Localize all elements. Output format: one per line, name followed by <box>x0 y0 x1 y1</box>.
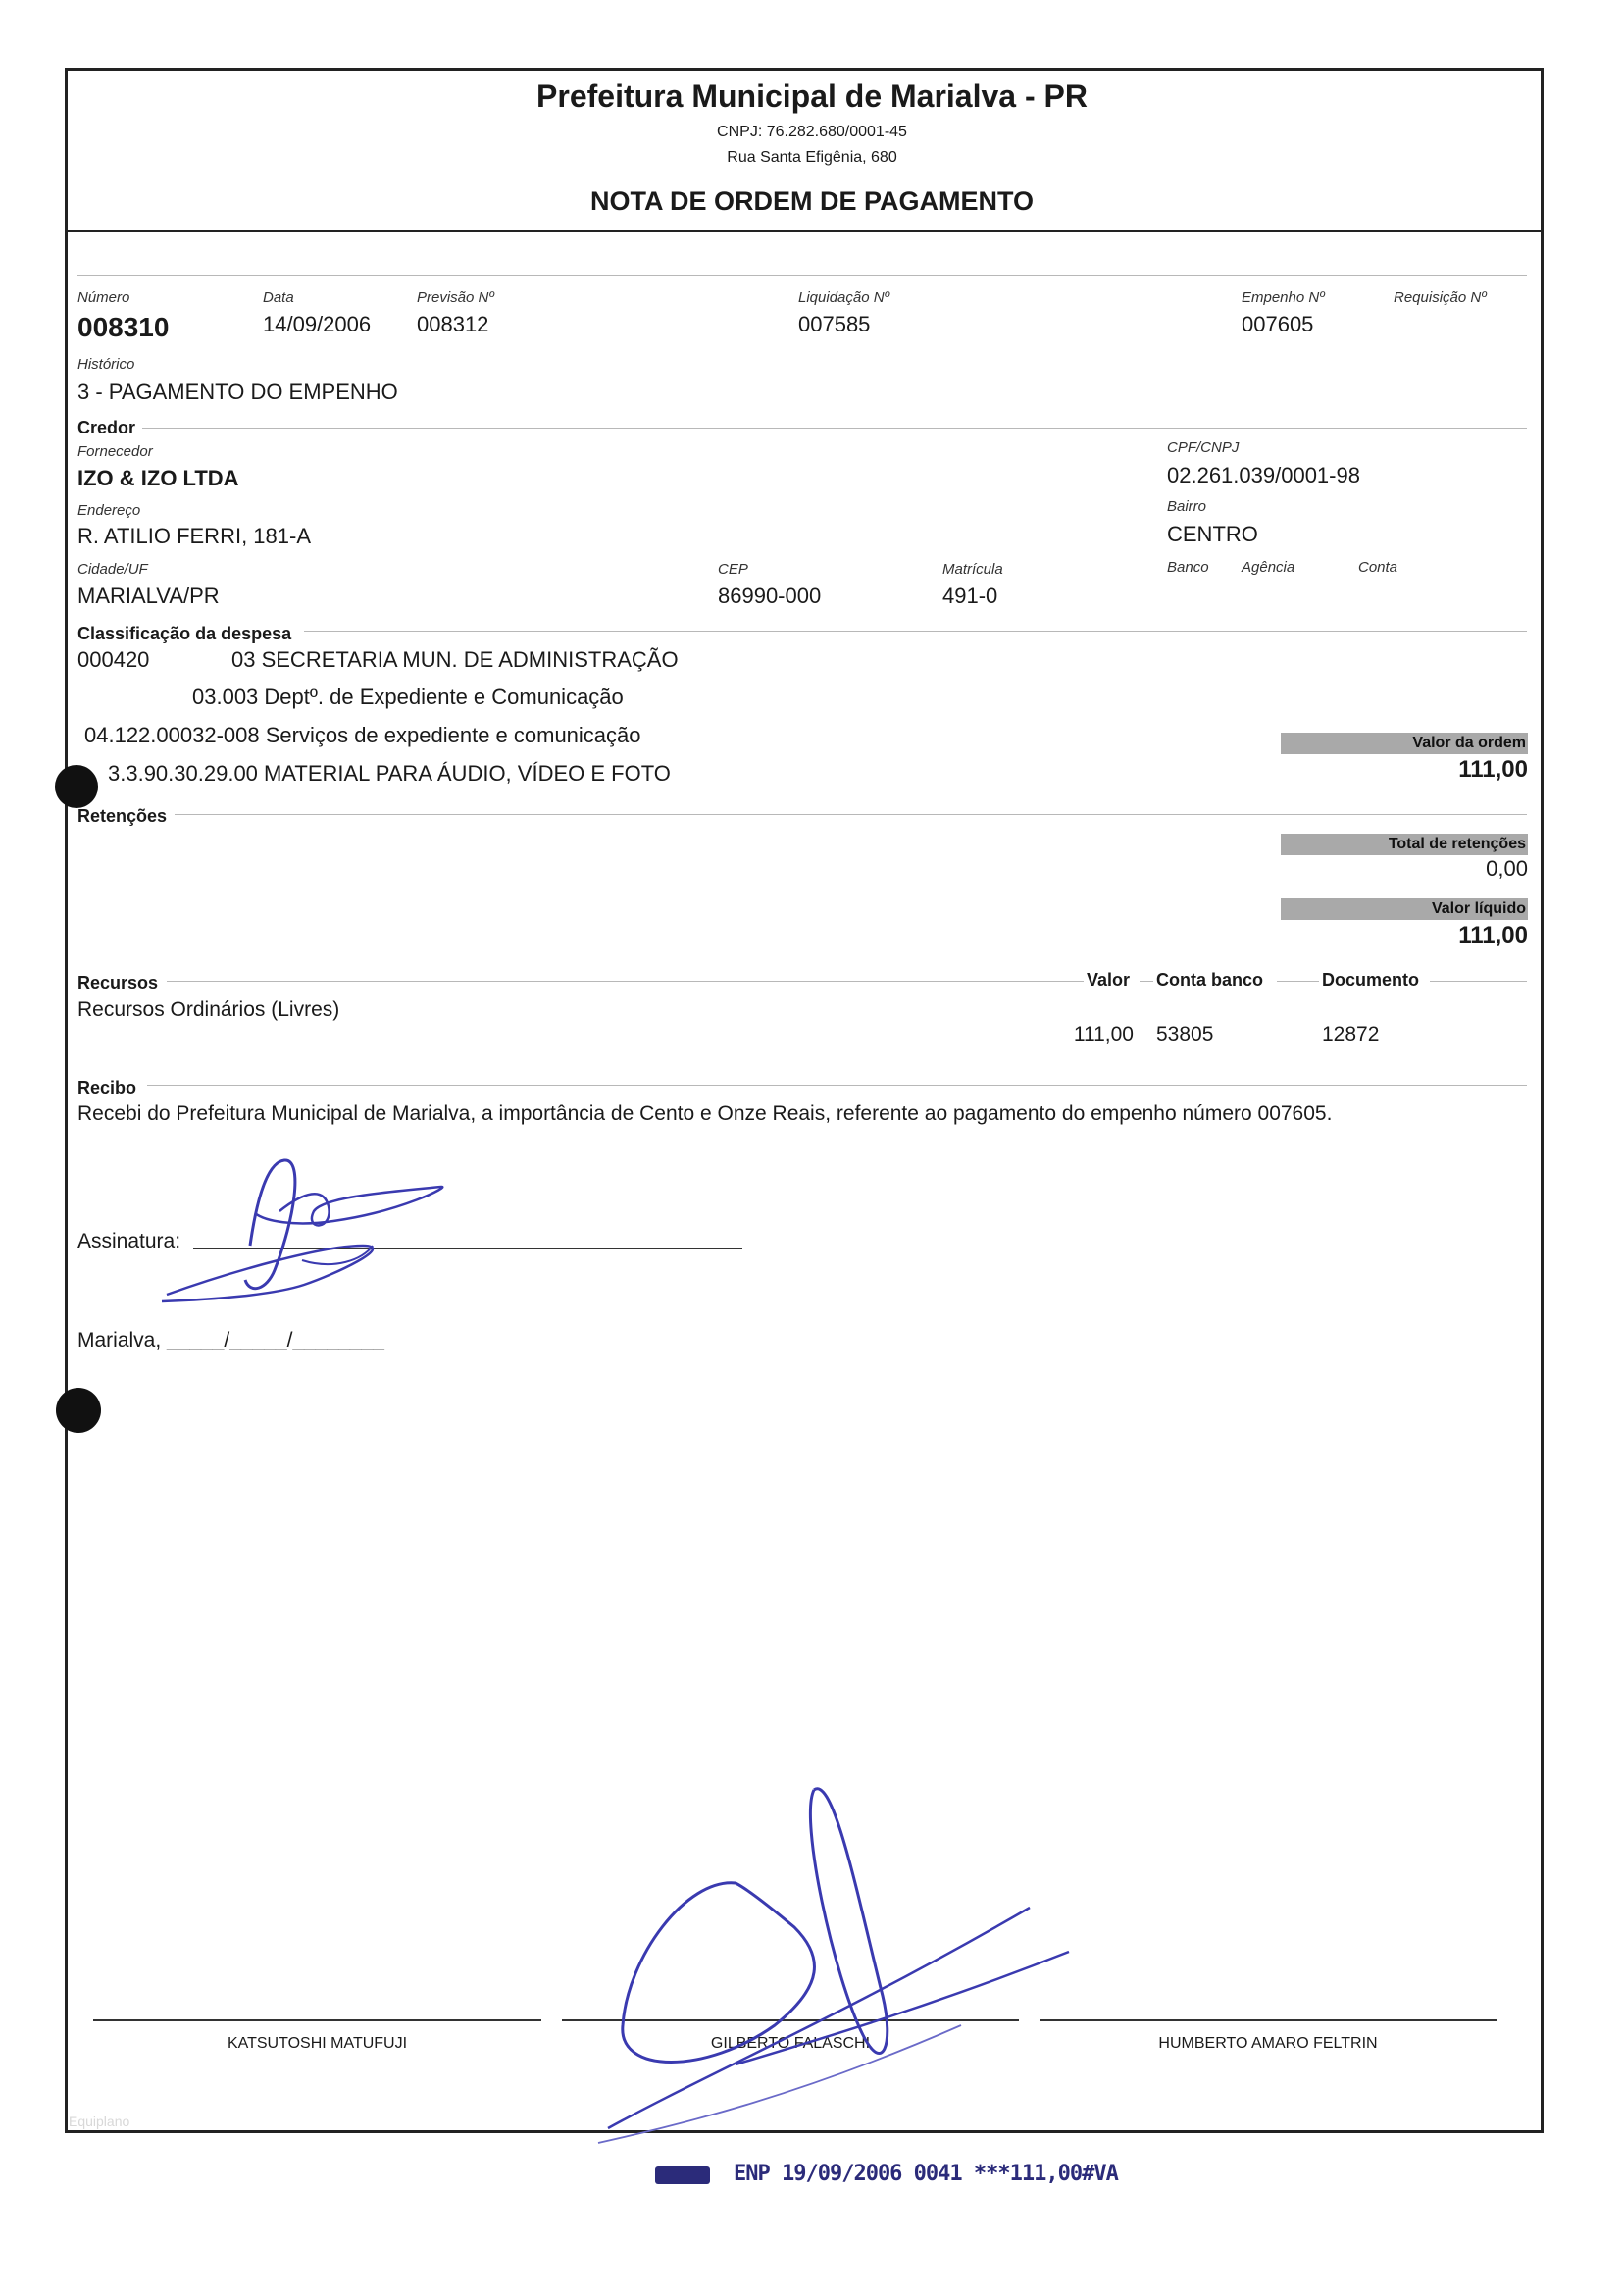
matricula-value: 491-0 <box>942 584 998 608</box>
recursos-section: Recursos <box>77 973 159 993</box>
recursos-documento: 12872 <box>1322 1023 1380 1045</box>
previsao-label: Previsão Nº <box>417 289 494 306</box>
cpf-value: 02.261.039/0001-98 <box>1167 463 1360 487</box>
recursos-rule-c <box>1277 981 1319 982</box>
treasury-signature-image <box>588 1780 1079 2153</box>
classificacao-rule <box>304 631 1527 632</box>
recursos-conta-label: Conta banco <box>1156 970 1264 990</box>
recibo-section: Recibo <box>77 1078 137 1097</box>
valor-ordem-value: 111,00 <box>1458 756 1528 783</box>
numero-value: 008310 <box>77 312 170 342</box>
classificacao-code: 000420 <box>77 647 150 672</box>
recibo-text: Recebi do Prefeitura Municipal de Marialva, a importância de Cento e Onze Reais, referente ao pagamento do empenho número 007605. <box>77 1102 1333 1125</box>
historico-label: Histórico <box>77 356 135 373</box>
recursos-conta: 53805 <box>1156 1023 1214 1045</box>
cep-value: 86990-000 <box>718 584 822 608</box>
recursos-valor-label: Valor <box>1087 970 1131 990</box>
classificacao-line4: 3.3.90.30.29.00 MATERIAL PARA ÁUDIO, VÍDEO E FOTO <box>108 761 671 786</box>
signatory-2: GILBERTO FALASCHI <box>710 2035 871 2052</box>
empenho-value: 007605 <box>1242 312 1314 336</box>
address-text: Rua Santa Efigênia, 680 <box>727 149 897 166</box>
recibo-rule <box>147 1085 1527 1086</box>
local-date-line: Marialva, _____/_____/________ <box>77 1329 384 1351</box>
numero-label: Número <box>77 289 130 306</box>
recursos-item: Recursos Ordinários (Livres) <box>77 998 340 1021</box>
conta-label: Conta <box>1358 559 1398 576</box>
bank-stamp-logo <box>655 2166 710 2184</box>
liquidacao-value: 007585 <box>798 312 871 336</box>
total-retencoes-label: Total de retenções <box>1281 834 1528 855</box>
recursos-rule-b <box>1140 981 1153 982</box>
classificacao-line2: 03.003 Deptº. de Expediente e Comunicação <box>192 685 624 709</box>
watermark-text: Equiplano <box>69 2114 130 2129</box>
total-retencoes-value: 0,00 <box>1486 856 1528 881</box>
recursos-rule-d <box>1430 981 1527 982</box>
signature-line-1 <box>93 2019 541 2021</box>
punch-hole-mark <box>56 1388 101 1433</box>
historico-value: 3 - PAGAMENTO DO EMPENHO <box>77 380 398 404</box>
header-divider <box>65 230 1544 232</box>
assinatura-label: Assinatura: <box>77 1230 181 1252</box>
bairro-value: CENTRO <box>1167 522 1258 546</box>
valor-liquido-value: 111,00 <box>1458 922 1528 948</box>
recursos-documento-label: Documento <box>1322 970 1419 990</box>
liquidacao-label: Liquidação Nº <box>798 289 890 306</box>
requisicao-label: Requisição Nº <box>1394 289 1487 306</box>
document-title: NOTA DE ORDEM DE PAGAMENTO <box>589 186 1034 216</box>
fornecedor-label: Fornecedor <box>77 443 153 460</box>
bank-stamp-text: ENP 19/09/2006 0041 ***111,00#VA <box>734 2162 1118 2186</box>
page-title: Prefeitura Municipal de Marialva - PR <box>536 78 1088 114</box>
signatory-3: HUMBERTO AMARO FELTRIN <box>1158 2035 1378 2052</box>
endereco-label: Endereço <box>77 502 141 519</box>
endereco-value: R. ATILIO FERRI, 181-A <box>77 524 311 548</box>
cnpj-text: CNPJ: 76.282.680/0001-45 <box>717 124 907 140</box>
fornecedor-value: IZO & IZO LTDA <box>77 466 239 490</box>
ids-top-rule <box>77 275 1527 276</box>
classificacao-section: Classificação da despesa <box>77 624 292 643</box>
cpf-label: CPF/CNPJ <box>1167 439 1240 456</box>
data-label: Data <box>263 289 294 306</box>
signatory-1: KATSUTOSHI MATUFUJI <box>227 2035 408 2052</box>
previsao-value: 008312 <box>417 312 489 336</box>
credor-section: Credor <box>77 418 136 437</box>
agencia-label: Agência <box>1242 559 1295 576</box>
classificacao-line1: 03 SECRETARIA MUN. DE ADMINISTRAÇÃO <box>231 647 679 672</box>
matricula-label: Matrícula <box>942 561 1003 578</box>
credor-rule <box>142 428 1527 429</box>
cidade-value: MARIALVA/PR <box>77 584 220 608</box>
punch-hole-mark <box>55 765 98 808</box>
banco-label: Banco <box>1167 559 1209 576</box>
bairro-label: Bairro <box>1167 498 1207 515</box>
data-value: 14/09/2006 <box>263 312 372 336</box>
recursos-rule-a <box>167 981 1084 982</box>
empenho-label: Empenho Nº <box>1242 289 1325 306</box>
cep-label: CEP <box>718 561 748 578</box>
classificacao-line3: 04.122.00032-008 Serviços de expediente e comunicação <box>84 723 641 747</box>
receipt-signature-image <box>157 1152 451 1309</box>
retencoes-rule <box>175 814 1527 815</box>
signature-line-3 <box>1040 2019 1497 2021</box>
cidade-label: Cidade/UF <box>77 561 148 578</box>
valor-liquido-label: Valor líquido <box>1281 898 1528 920</box>
retencoes-section: Retenções <box>77 806 168 826</box>
valor-ordem-label: Valor da ordem <box>1281 733 1528 754</box>
recursos-valor: 111,00 <box>1073 1023 1134 1045</box>
